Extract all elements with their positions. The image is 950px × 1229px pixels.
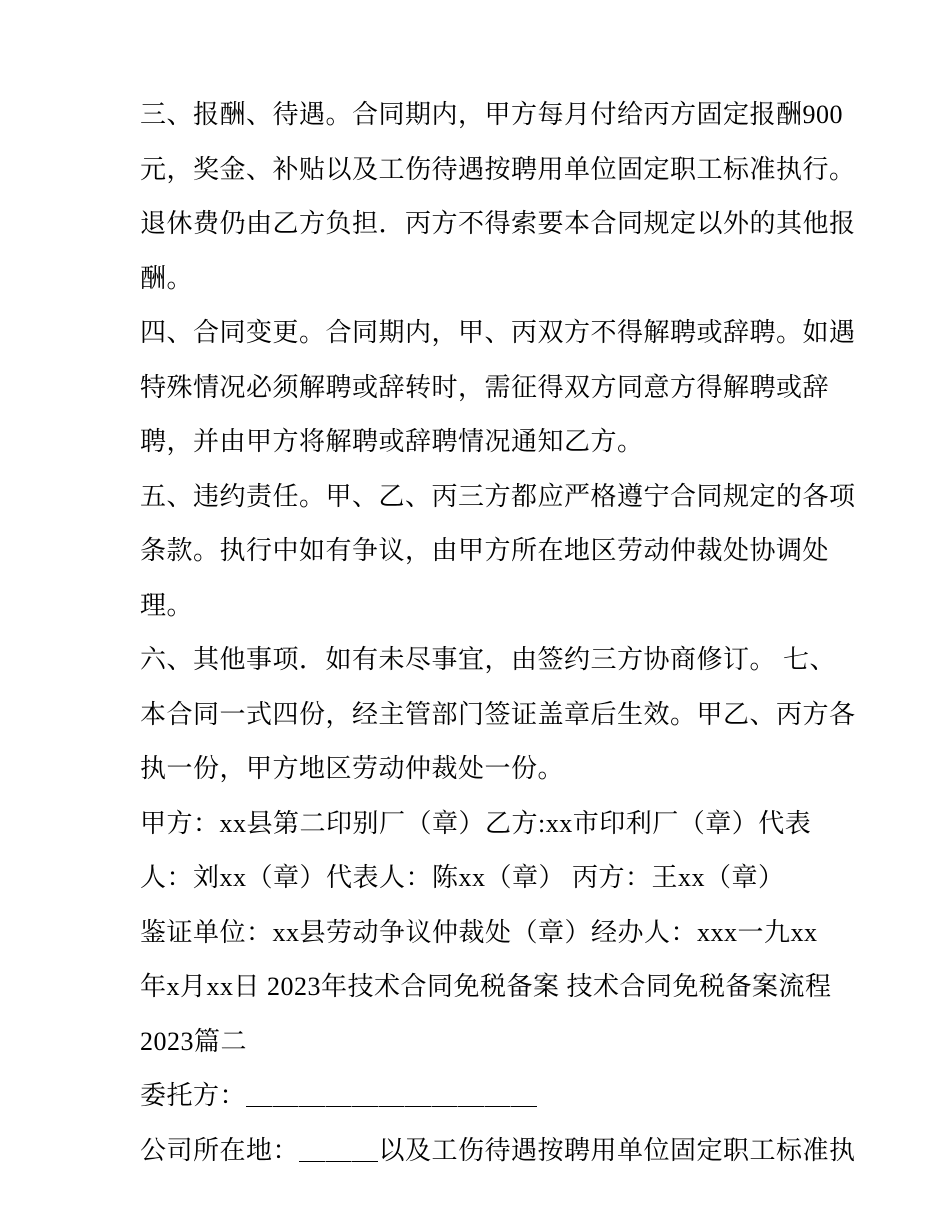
text-line: 理。: [140, 590, 194, 620]
text-line: 六、其他事项．如有未尽事宜，由签约三方协商修订。 七、: [140, 645, 837, 674]
text-line: 退休费仍由乙方负担．丙方不得索要本合同规定以外的其他报: [140, 209, 856, 238]
document-body: [140, 88, 856, 1178]
text-line: 执一份，甲方地区劳动仲裁处一份。: [140, 754, 565, 783]
text-line: 鉴证单位：xx县劳动争议仲裁处（章）经办人：xxx一九xx: [140, 917, 818, 947]
blank-fill-line: 委托方：＿＿＿＿＿＿＿＿＿＿＿: [140, 1081, 538, 1110]
blank-fill-line: 公司所在地：＿＿＿以及工伤待遇按聘用单位固定职工标准执: [140, 1135, 856, 1165]
text-line: 特殊情况必须解聘或辞转时，需征得双方同意方得解聘或辞: [140, 372, 830, 402]
text-line: 元，奖金、补贴以及工伤待遇按聘用单位固定职工标准执行。: [140, 154, 856, 184]
text-line: 2023篇二: [140, 1026, 248, 1056]
text-line: 人：刘xx（章）代表人：陈xx（章） 丙方：王xx（章）: [140, 863, 785, 892]
text-line: 本合同一式四份，经主管部门签证盖章后生效。甲乙、丙方各: [140, 699, 856, 729]
text-line: 聘，并由甲方将解聘或辞聘情况通知乙方。: [140, 427, 644, 456]
text-line: 三、报酬、待遇。合同期内，甲方每月付给丙方固定报酬900: [140, 100, 844, 129]
text-line: 年x月xx日 2023年技术合同免税备案 技术合同免税备案流程: [140, 972, 832, 1001]
text-line: 甲方：xx县第二印别厂（章）乙方:xx市印利厂（章）代表: [140, 808, 812, 838]
text-line: 四、合同变更。合同期内，甲、丙双方不得解聘或辞聘。如遇: [140, 318, 856, 347]
text-line: 酬。: [140, 263, 194, 293]
text-line: 五、违约责任。甲、乙、丙三方都应严格遵宁合同规定的各项: [140, 481, 856, 511]
text-line: 条款。执行中如有争议，由甲方所在地区劳动仲裁处协调处: [140, 536, 830, 565]
